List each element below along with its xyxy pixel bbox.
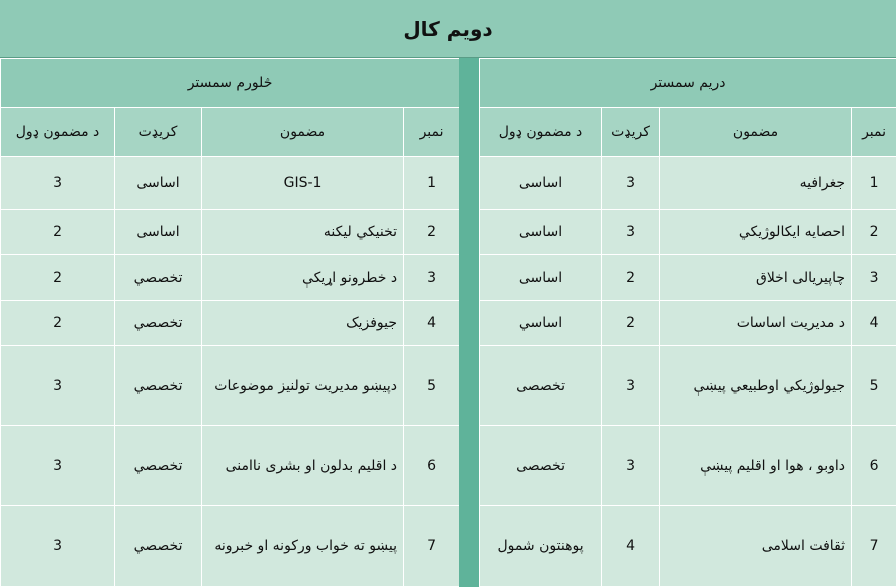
row-number: 6 [404,426,460,506]
col-header-subject: مضمون [660,108,852,157]
table-row [1,346,460,426]
column-divider [459,58,479,587]
table-row [480,157,896,210]
row-credit: 4 [602,506,660,587]
row-credit: 3 [602,157,660,210]
row-type: اساسي [480,301,602,346]
row-subject: جيوفزيک [202,301,404,346]
row-subject: تخنيکي ليکنه [202,210,404,255]
table-row [1,426,460,506]
row-credit: تخصصي [115,426,202,506]
row-subject: د اقليم بدلون او بشری ناامنی [202,426,404,506]
col-header-number: نمبر [852,108,896,157]
row-credit: اساسی [115,210,202,255]
row-credit: 3 [602,210,660,255]
row-subject: ثقافت اسلامی [660,506,852,587]
row-number: 2 [404,210,460,255]
table-row [1,255,460,301]
year-title: دویم کال [403,16,493,41]
table-row [1,157,460,210]
semester-title: څلورم سمستر [1,59,460,108]
col-header-type: د مضمون ډول [480,108,602,157]
table-row [480,426,896,506]
col-header-credit: کریډت [115,108,202,157]
row-credit: تخصصي [115,255,202,301]
fourth-semester-table [0,58,460,587]
row-type: پوهنتون شمول [480,506,602,587]
row-subject: GIS-1 [202,157,404,210]
row-credit: 3 [602,426,660,506]
row-type: 3 [1,157,115,210]
row-type: تخصصی [480,346,602,426]
table-row [480,255,896,301]
third-semester-table [479,58,896,587]
row-subject: چاپيريالی اخلاق [660,255,852,301]
row-number: 3 [852,255,896,301]
table-row [1,301,460,346]
col-header-credit: کریډت [602,108,660,157]
col-header-subject: مضمون [202,108,404,157]
table-row [480,210,896,255]
row-subject: احصايه ايکالوژيکي [660,210,852,255]
row-credit: 3 [602,346,660,426]
row-type: 3 [1,426,115,506]
row-number: 2 [852,210,896,255]
table-row [480,346,896,426]
row-credit: اساسی [115,157,202,210]
row-type: 3 [1,346,115,426]
row-type: 2 [1,210,115,255]
row-credit: 2 [602,255,660,301]
row-subject: پيښو ته خواب ورکونه او خبرونه [202,506,404,587]
row-number: 7 [852,506,896,587]
year-title-bar [0,0,896,58]
row-type: 3 [1,506,115,587]
row-number: 4 [404,301,460,346]
table-row [1,210,460,255]
row-type: اساسی [480,255,602,301]
row-credit: تخصصي [115,506,202,587]
row-subject: د مديريت اساسات [660,301,852,346]
semester-title: دريم سمستر [480,59,896,108]
row-type: 2 [1,255,115,301]
row-number: 1 [404,157,460,210]
row-number: 5 [852,346,896,426]
row-number: 6 [852,426,896,506]
row-number: 7 [404,506,460,587]
third-semester-panel [479,58,896,587]
row-subject: دپيښو مديريت تولنيز موضوعات [202,346,404,426]
col-header-type: د مضمون ډول [1,108,115,157]
row-number: 5 [404,346,460,426]
table-row [480,506,896,587]
row-subject: جيولوژيکي اوطبيعي پيښې [660,346,852,426]
row-subject: د خطرونو اړيکې [202,255,404,301]
row-credit: تخصصي [115,346,202,426]
row-type: اساسی [480,210,602,255]
fourth-semester-panel [0,58,459,587]
row-number: 1 [852,157,896,210]
table-row [1,506,460,587]
row-type: 2 [1,301,115,346]
col-header-number: نمبر [404,108,460,157]
row-credit: تخصصي [115,301,202,346]
row-subject: داوبو ، هوا او اقليم پيښې [660,426,852,506]
row-number: 3 [404,255,460,301]
row-type: اساسی [480,157,602,210]
row-number: 4 [852,301,896,346]
row-type: تخصصی [480,426,602,506]
table-row [480,301,896,346]
row-credit: 2 [602,301,660,346]
row-subject: جغرافيه [660,157,852,210]
